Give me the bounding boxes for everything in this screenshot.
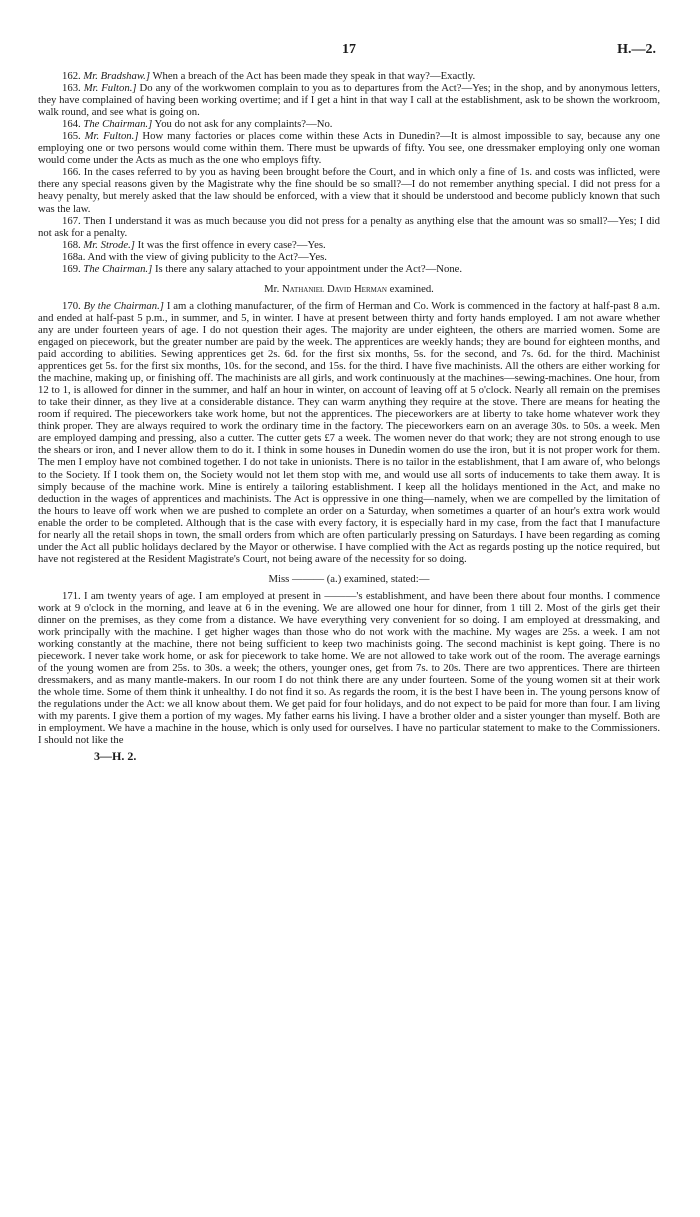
paragraph-171: 171. I am twenty years of age. I am employed at present in ———'s establishment, and have been there about four months. I commence work at 9 o'clock in the morning, and leave at 6 in the evening. We are allowed one hour for dinner, from 1 till 2. Most of the girls get their dinner on the premises, as they come from a distance. We have everything very convenient for so doing. I am employed at dressmaking, and work principally with the machine. I get higher wages than those who do not work with the machine. My wages are 25s. a week. I am not working constantly at the machine, there not being sufficient to keep two machinists going. The second machinist is kept going. There is no piecework. I never take work home, or ask for piecework to take home. We are not allowed to take work out of the room. The average earnings of the young women are from 25s. to 30s. a week; the others, younger ones, get from 7s. to 20s. There are two apprentices. There are thirteen dressmakers, and as many mantle-makers. In our room I do not think there are any under fourteen. Some of the young women sit at their work the whole time. Some of them think it unhealthy. I do not find it so. As regards the room, it is the best I have been in. The young persons know of the regulations under the Act: we all know about them. We get paid for four holidays, and do not expect to be paid for more than four. I am living with my parents. I give them a portion of my wages. My father earns his living. I have a brother older and a sister younger than myself. Both are in employment. We have a machine in the house, which is only used for ourselves. I have no particular statement to make to the Commissioners. I should not like the <box>38 589 660 747</box>
paragraph-164: 164. The Chairman.] You do not ask for any complaints?—No. <box>62 118 333 131</box>
paragraph-166: 166. In the cases referred to by you as having been brought before the Court, and in which only a fine of 1s. and costs was inflicted, were there any special reasons given by the Magistrate why the fine should be so small?—I do not remember anything special. I did not press for a heavy penalty, but merely asked that the law should be enforced, with a view that it should be understood and become publicly known that such was the law. <box>38 166 660 215</box>
witness-heading-herman: Mr. Nathaniel David Herman examined. <box>264 282 434 295</box>
page-header <box>38 44 660 70</box>
document-code: H.—2. <box>617 42 656 57</box>
signature-mark: 3—H. 2. <box>94 748 137 763</box>
paragraph-165: 165. Mr. Fulton.] How many factories or places come within these Acts in Dunedin?—It is almost impossible to say, because any one employing one or two persons would come within them. There must be upwards of fifty. You see, one dressmaker employing only one woman would come under the Acts as much as the one who employs fifty. <box>38 130 661 167</box>
page-number: 17 <box>342 42 356 57</box>
paragraph-162: 162. Mr. Bradshaw.] When a breach of the Act has been made they speak in that way?—Exactly. <box>62 70 476 82</box>
paragraph-168a: 168a. And with the view of giving publicity to the Act?—Yes. <box>62 250 327 263</box>
paragraph-170: 170. By the Chairman.] I am a clothing manufacturer, of the firm of Herman and Co. Work is commenced in the factory at half-past 8 a.m. and ended at half-past 5 p.m., in summer, and 5, in winter. I have at present between thirty and forty hands employed. I am not aware whether any are under fourteen years of age. I do not question their ages. The majority are under eighteen, the others are married women. Some are engaged on piecework, but the greater number are paid by the week. The apprentices are weekly hands; they are bound for eighteen months, and paid according to abilities. Sewing apprentices get 2s. 6d. for the first six months, 5s. for the second, and 7s. 6d. for the third. Machinist apprentices get 5s. for the first six months, 10s. for the second, and 15s. for the third. I have five machinists. All the others are either working for the machine, making up, or finishing off. The machinists are all girls, and work continuously at the machines—sewing-machines. One hour, from 12 to 1, is allowed for dinner in the summer, and half an hour in winter, on account of leaving off at 5 o'clock. Nearly all remain on the premises to take their dinner, as they live at a considerable distance. They can warm anything they require at the stove. There are means for heating the room if required. The pieceworkers take work home, but not the apprentices. The pieceworkers are at liberty to take home whatever work they think proper. They are always required to work the ordinary time in the factory. The pieceworkers earn on an average 30s. to 50s. a week. Men are employed damping and pressing, also a cutter. The cutter gets £7 a week. The women never do that work; they are not strong enough to use the shears or iron, and I never allow them to do it. I think in some houses in Dunedin women do use the iron, but it is not proper work for them. The men I employ have not combined together. I do not take in unionists. There is no tailor in the establishment, that I am aware of, who belongs to the Society. If I took them on, the Society would not let them stop with me, and would use all sorts of inducements to take them away. It is simply because of the machine work. Mine is entirely a tailoring establishment. I keep all the holidays mentioned in the Act, and make no deduction in the wages of apprentices and machinists. The Act is oppressive in one thing—namely, when we are compelled by the limitation of the hours to leave off work when we are pushed to complete an order on a Saturday, when sometimes a quarter of an hour's extra work would enable the order to be completed. Although that is the case with every factory, it is especially hard in my case, from the fact that I manufacture for nearly all the retail shops in town, the small orders from which are often particularly pressing on Saturdays. I have been regarding as coming under the Act all public holidays declared by the Mayor or otherwise. I have complied with the Act as regards posting up the notice required, but have not registered at the Resident Magistrate's Court, not being aware of the necessity for so doing. <box>38 299 661 565</box>
witness-heading-miss: Miss ——— (a.) examined, stated:— <box>268 572 430 585</box>
paragraph-163: 163. Mr. Fulton.] Do any of the workwomen complain to you as to departures from the Act?—Yes; in the shop, and by anonymous letters, they have complained of having been working overtime; and if I get a hint in that way I call at the establishment, ask to be shown the workroom, walk round, and see what is going on. <box>38 82 660 119</box>
paragraph-167: 167. Then I understand it was as much because you did not press for a penalty as anything else that the amount was so small?—Yes; I did not ask for a penalty. <box>38 214 660 239</box>
paragraph-168: 168. Mr. Strode.] It was the first offence in every case?—Yes. <box>62 238 326 251</box>
paragraph-169: 169. The Chairman.] Is there any salary attached to your appointment under the Act?—None. <box>62 262 463 275</box>
